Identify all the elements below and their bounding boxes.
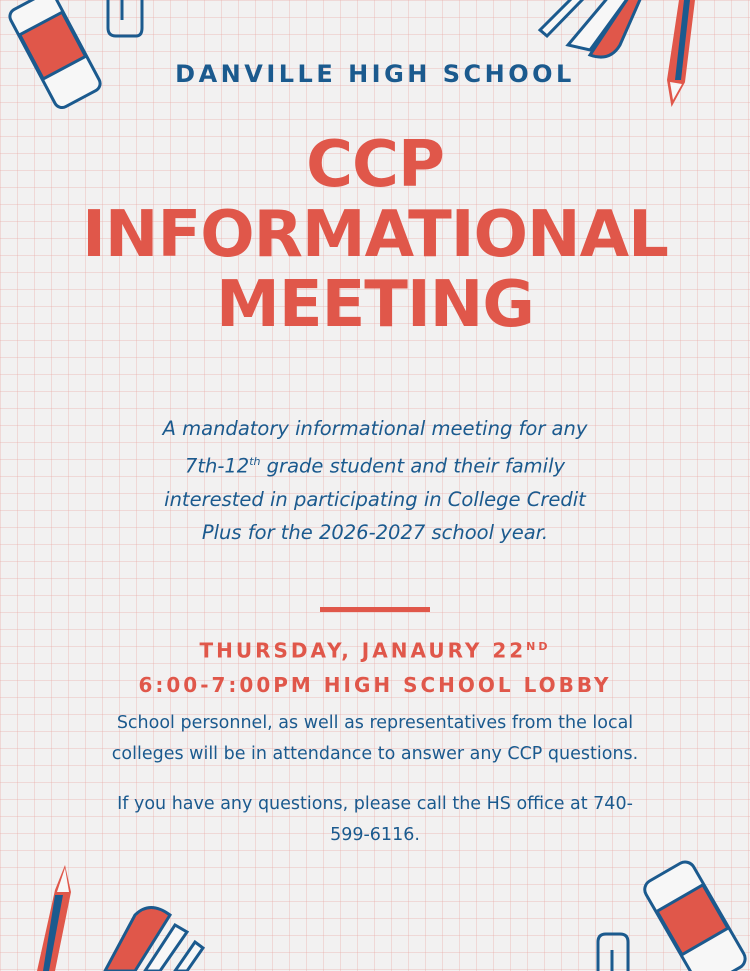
event-details <box>0 630 750 702</box>
pencil-icon <box>660 0 720 110</box>
title-line: INFORMATIONAL <box>82 198 668 272</box>
stapler-icon <box>530 0 650 65</box>
description-line: A mandatory informational meeting for any <box>162 417 588 440</box>
title-line: MEETING <box>216 268 534 342</box>
description-line: Plus for the 2026-2027 school year. <box>201 520 549 544</box>
page-title <box>0 130 750 340</box>
pencil-icon <box>25 860 85 971</box>
date-text: THURSDAY, JANAURY 22 <box>199 638 527 663</box>
date-suffix: ND <box>526 640 551 653</box>
eraser-icon <box>635 860 750 971</box>
attendance-note: School personnel, as well as representatives from the local colleges will be in attendance to answer any CCP questions. <box>111 713 639 764</box>
stapler-icon <box>95 900 215 971</box>
grade-range: 7th-12 <box>184 454 250 478</box>
event-date <box>0 630 750 668</box>
description-line <box>130 445 620 483</box>
grade-suffix: th <box>249 455 261 468</box>
paperclip-icon <box>100 0 150 40</box>
paperclip-icon <box>590 928 640 971</box>
divider <box>320 607 430 612</box>
meeting-description <box>130 412 620 549</box>
description-text: grade student and their family <box>260 454 566 478</box>
school-name: DANVILLE HIGH SCHOOL <box>175 60 575 88</box>
description-line: interested in participating in College Credit <box>164 487 586 511</box>
title-line: CCP <box>306 128 444 202</box>
event-time-location: 6:00-7:00PM HIGH SCHOOL LOBBY <box>138 672 612 697</box>
contact-note: If you have any questions, please call the HS office at 740-599-6116. <box>117 794 633 845</box>
eraser-icon <box>0 0 110 110</box>
